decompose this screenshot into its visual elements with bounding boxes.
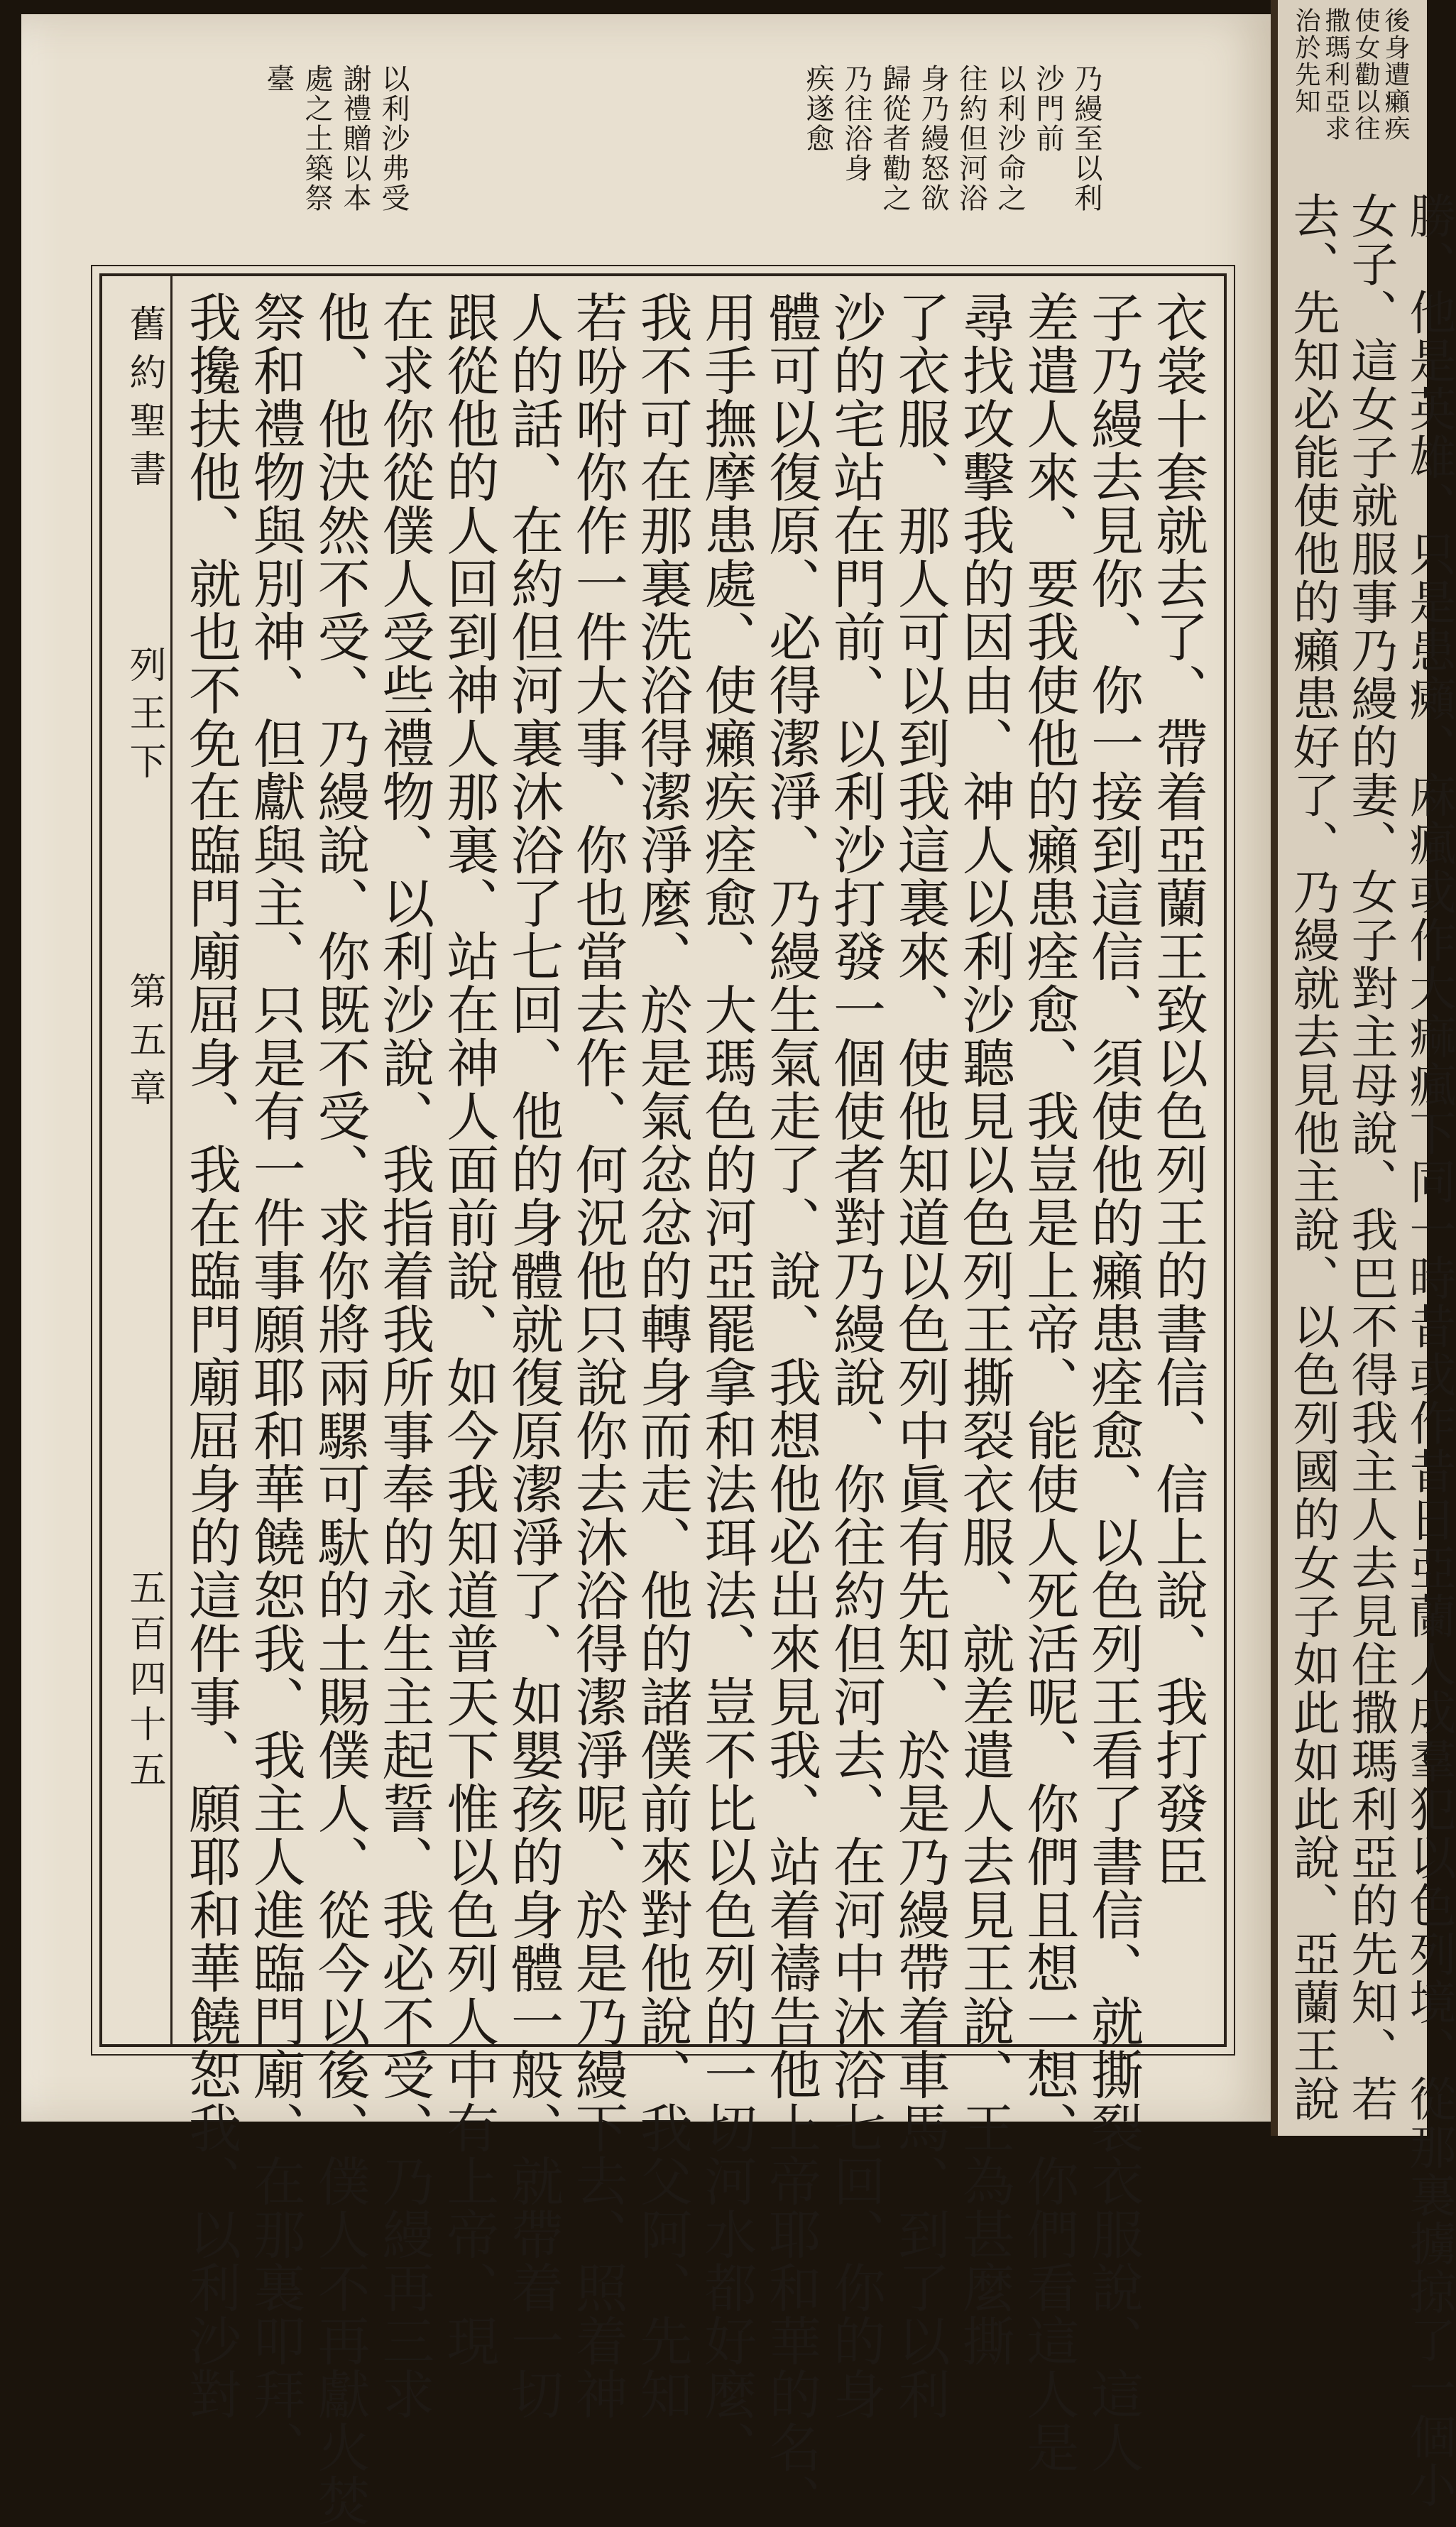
- text-frame: [99, 273, 1227, 2527]
- margin-note: 往約但河浴: [955, 64, 987, 213]
- text-column: 沙的宅站在門前、以利沙打發一個使者對乃縵說、你往約但河去、在河中沐浴七回、你的身: [824, 290, 886, 2420]
- page-number: 五百四十五: [123, 1568, 165, 1796]
- book-title: 舊約聖書: [123, 305, 165, 498]
- text-column: 女子、這女子就服事乃縵的妻、女子對主母說、我巴不得我主人去見住撒瑪利亞的先知、若: [1343, 192, 1398, 2123]
- margin-note: 歸從者勸之: [878, 64, 911, 213]
- book-name: 列王下: [123, 645, 165, 790]
- margin-notes-lower: [263, 64, 409, 249]
- facing-margin-notes: [1292, 7, 1408, 142]
- margin-note: 以利沙命之: [993, 64, 1026, 213]
- margin-note: 乃往浴身: [840, 64, 872, 183]
- margin-note: 臺: [262, 64, 295, 94]
- running-head: [102, 276, 173, 2044]
- margin-note: 處之土築祭: [300, 64, 333, 213]
- text-column: 跟從他的人回到神人那裏、站在神人面前說、如今我知道普天下惟以色列人中有上帝、現: [438, 290, 500, 2367]
- text-column: 若吩咐你作一件大事、你也當去作、何況他只說你去沐浴得潔淨呢、於是乃縵下去、照着神: [566, 290, 628, 2420]
- margin-note: 謝禮贈以本: [339, 64, 371, 213]
- text-column: 他、他決然不受、乃縵說、你既不受、求你將兩騾可馱的土賜僕人、從今以後、僕人不再獻火焚: [309, 290, 371, 2527]
- left-page: [21, 14, 1278, 2527]
- text-column: 在求你從僕人受些禮物、以利沙說、我指着我所事奉的永生主起誓、我必不受、乃縵再三求: [373, 290, 435, 2420]
- text-column: 去、先知必能使他的癩患好了、乃縵就去見他主說、以色列國的女子如此如此說、亞蘭王說: [1285, 192, 1340, 2123]
- facing-page: [1271, 0, 1456, 2509]
- main-text: [179, 290, 1210, 2527]
- facing-text: [1285, 192, 1456, 2509]
- text-column: 尋找攻擊我的因由、神人以利沙聽見以色列王撕裂衣服、就差遣人去見王說、王為甚麼撕: [953, 290, 1015, 2367]
- margin-note: 乃縵至以利: [1070, 64, 1102, 213]
- text-column: 了衣服、那人可以到我這裏來、使他知道以色列中眞有先知、於是乃縵帶着車馬、到了以利: [889, 290, 951, 2420]
- margin-note: 使女勸以往: [1351, 7, 1380, 142]
- text-column: 衣裳十套就去了、帶着亞蘭王致以色列王的書信、信上說、我打發臣: [1146, 290, 1208, 1888]
- margin-note: 沙門前: [1031, 64, 1064, 153]
- margin-note: 後身遭癩疾: [1381, 7, 1410, 142]
- text-column: 祭和禮物與別神、但獻與主、只是有一件事願耶和華饒恕我、我主人進臨門廟、在那裏叩拜、: [244, 290, 306, 2474]
- text-column: 差遣人來、要我使他的癩患痊愈、我豈是上帝、能使人死活呢、你們且想一想、你們看這人是: [1018, 290, 1080, 2474]
- margin-note: 治於先知: [1291, 7, 1320, 115]
- chapter-label: 第五章: [123, 972, 165, 1117]
- text-column: 用手撫摩患處、使癩疾痊愈、大瑪色的河亞罷拿和法珥法、豈不比以色列的一切河水都好麼、: [696, 290, 757, 2474]
- text-column: 子乃縵去見你、你一接到這信、須使他的癩患痊愈、以色列王看了書信、就撕裂衣服說、這人: [1083, 290, 1144, 2474]
- text-column: 我不可在那裏洗浴得潔淨麼、於是氣忿忿的轉身而走、他的諸僕前來對他說、我父阿、先知: [631, 290, 693, 2420]
- margin-note: 身乃縵怒欲: [916, 64, 949, 213]
- text-column: 勝、他是英雄、只是患癩、麻瘋或作大痲瘋下同一時昔或作昔日亞蘭人成羣犯以色列境、從那裏擄掠了一個小: [1401, 192, 1456, 2509]
- margin-note: 疾遂愈: [801, 64, 834, 153]
- margin-note: 撒瑪利亞求: [1321, 7, 1350, 142]
- margin-note: 以利沙弗受: [377, 64, 410, 213]
- text-column: 人的話、在約但河裏沐浴了七回、他的身體就復原潔淨了、如嬰孩的身體一般、就帶着一切: [502, 290, 564, 2420]
- text-column: 我攙扶他、就也不免在臨門廟屈身、我在臨門廟屈身的這件事、願耶和華饒恕我、以利沙對: [180, 290, 241, 2420]
- margin-notes-upper: [802, 64, 1102, 249]
- text-column: 體可以復原、必得潔淨、乃縵生氣走了、說、我想他必出來見我、站着禱告他上帝耶和華的名、: [760, 290, 822, 2527]
